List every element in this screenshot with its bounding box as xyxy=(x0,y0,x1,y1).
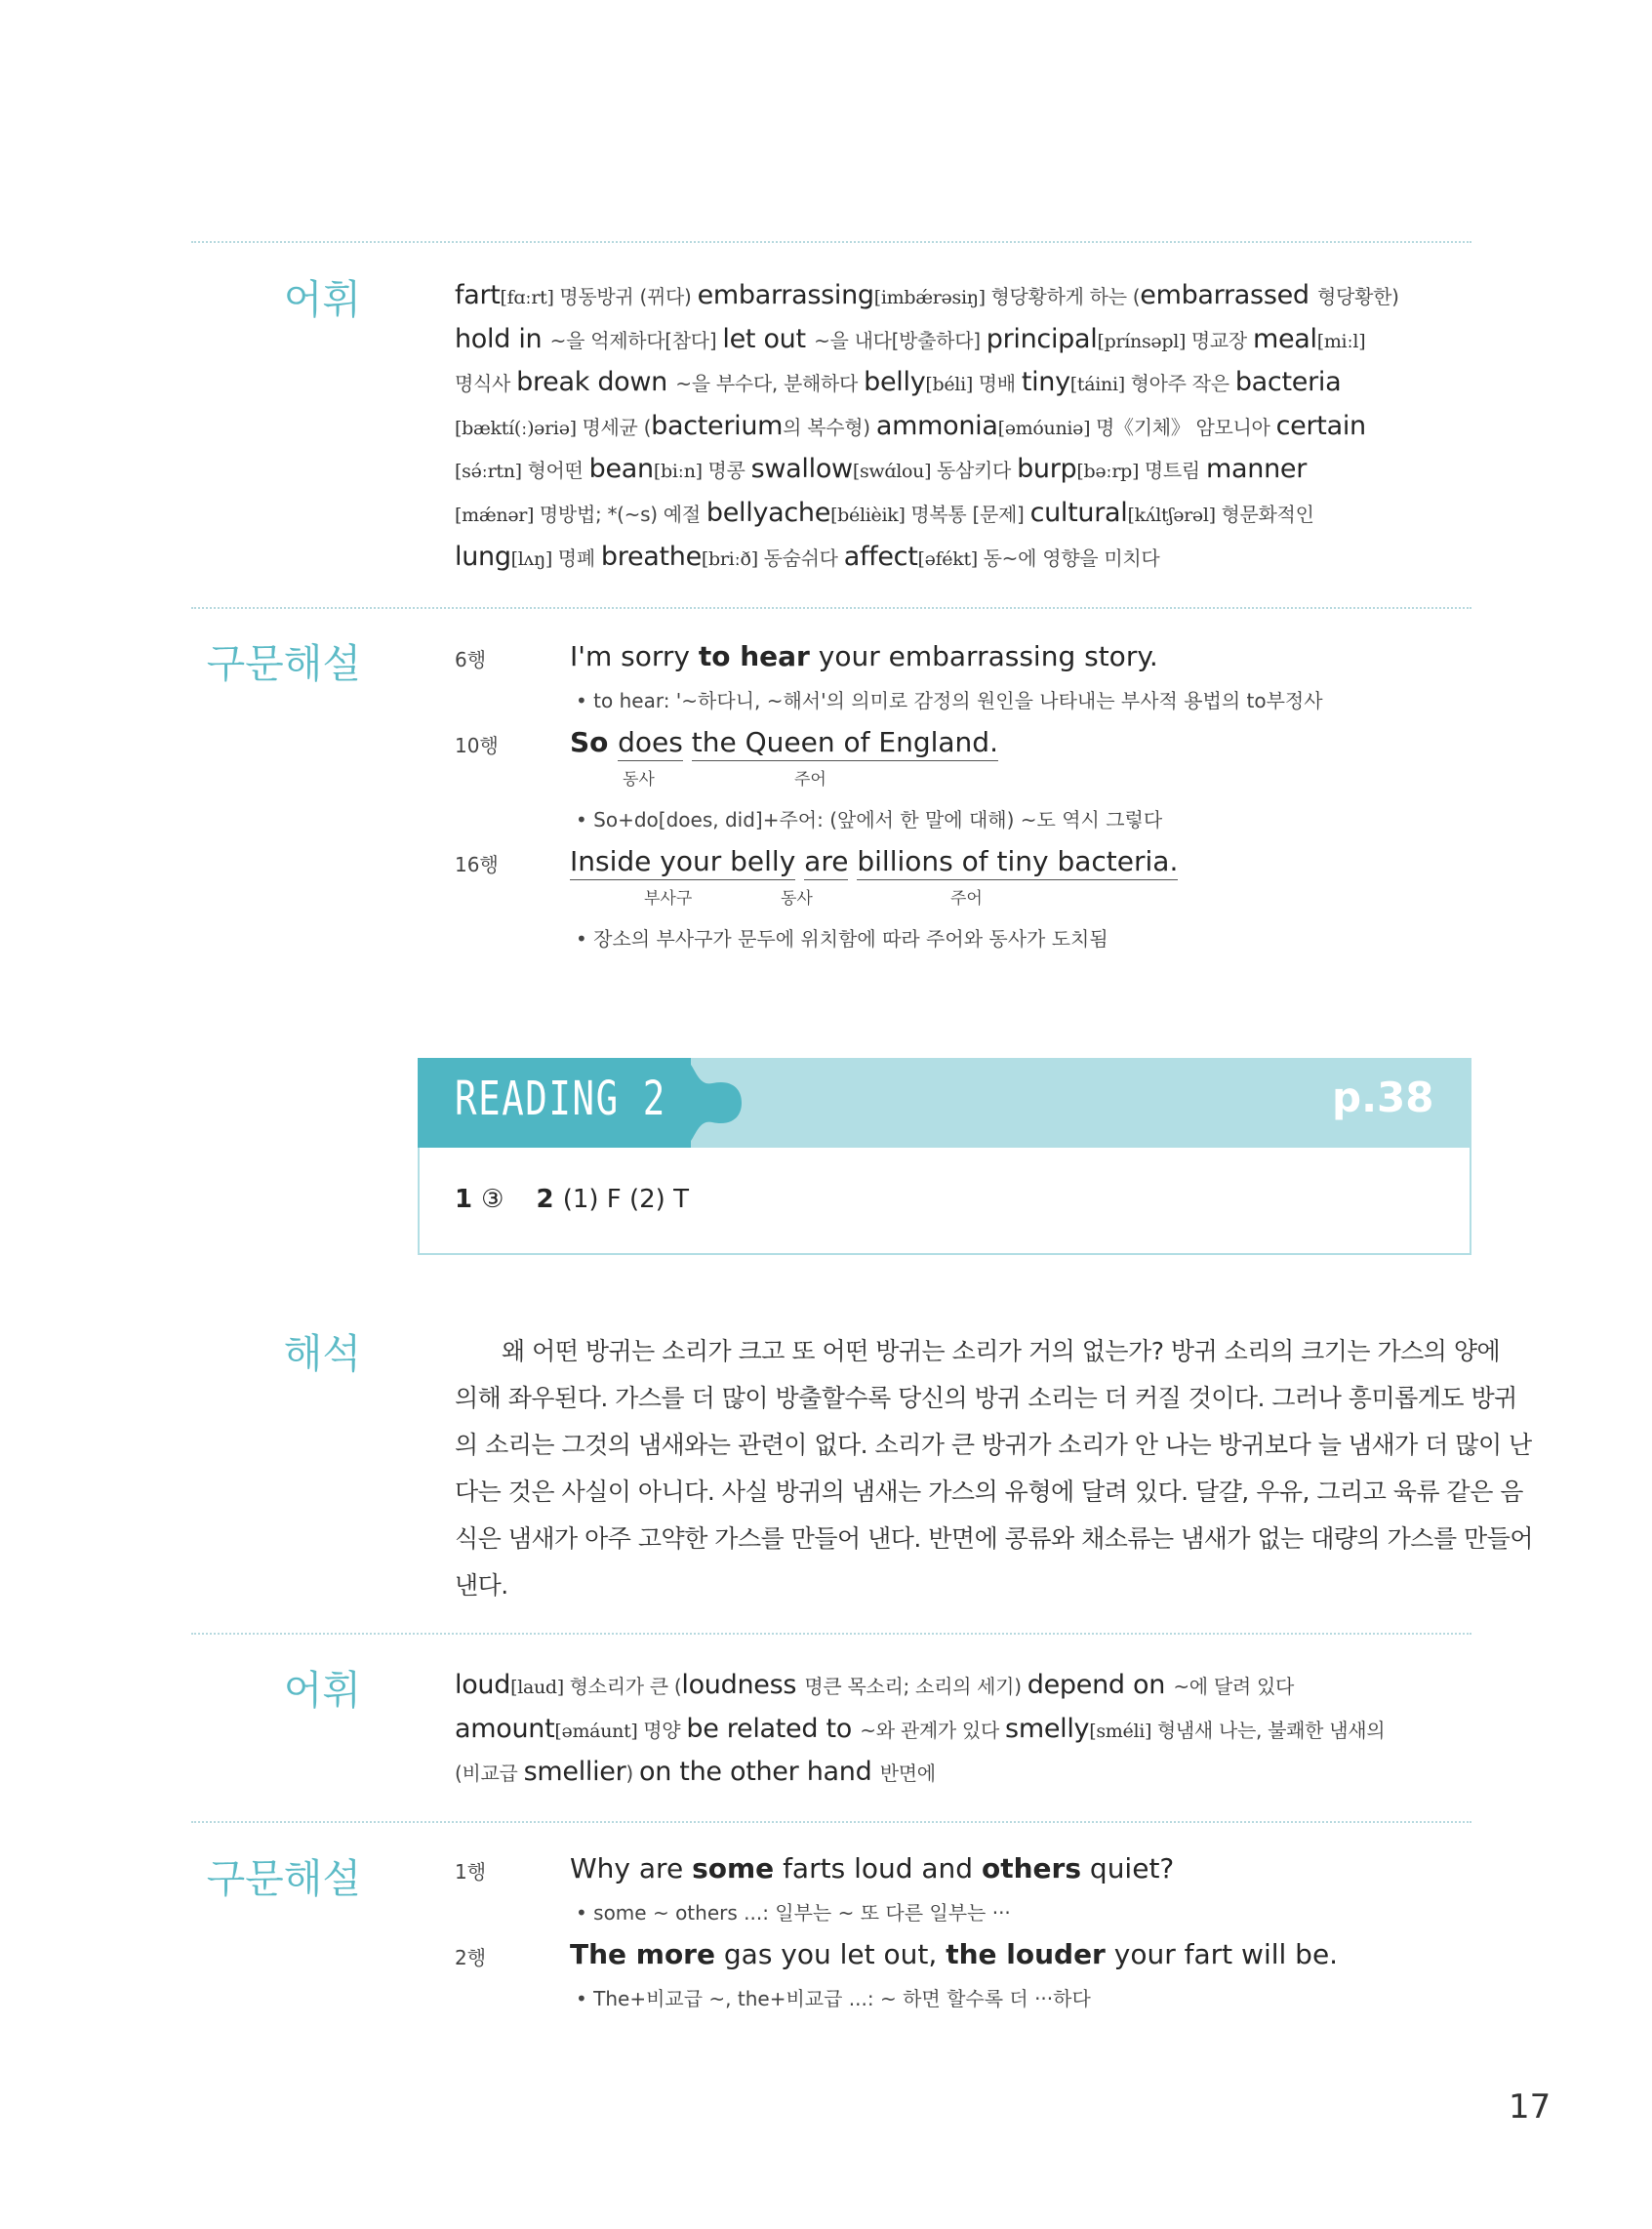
vocab-block xyxy=(455,1664,1479,1795)
vocab-pronunciation: [bəːrp] xyxy=(1076,461,1145,483)
vocab-word: amount xyxy=(455,1713,555,1744)
vocab-meaning: 동~에 영향을 미치다 xyxy=(983,546,1160,570)
vocab-word: on the other hand xyxy=(638,1757,880,1788)
sentence-verb: does xyxy=(618,726,683,761)
page-number: 17 xyxy=(1509,2087,1551,2127)
vocab-pronunciation: [fɑːrt] xyxy=(500,287,560,308)
vocab-line xyxy=(455,1751,1479,1795)
grammar-note: • some ~ others ...: 일부는 ~ 또 다른 일부는 ··· xyxy=(576,1901,1011,1925)
vocab-pronunciation: [əmáunt] xyxy=(554,1720,644,1742)
vocab-line xyxy=(455,1664,1479,1708)
translation-label: 해석 xyxy=(283,1330,361,1377)
sentence-subject: billions of tiny bacteria. xyxy=(857,845,1178,880)
line-number: 10행 xyxy=(455,734,499,757)
vocab-word: bean xyxy=(588,454,654,485)
vocab-pronunciation: [kʌ́ltʃərəl] xyxy=(1127,504,1222,526)
sentence-part-bold: some xyxy=(692,1852,775,1885)
vocab-line xyxy=(455,492,1479,536)
grammar-item xyxy=(455,726,1479,833)
vocab-word: certain xyxy=(1275,410,1366,441)
vocab-pronunciation: [mǽnər] xyxy=(455,504,540,526)
vocab-word: ammonia xyxy=(875,410,998,441)
vocab-pronunciation: [prínsəpl] xyxy=(1097,330,1191,352)
vocab-pronunciation: [əmóuniə] xyxy=(997,417,1096,439)
vocab-pronunciation: [lʌŋ] xyxy=(510,547,558,570)
example-sentence xyxy=(570,1938,1338,1970)
tag-subject: 주어 xyxy=(794,770,826,790)
vocab-word: swallow xyxy=(750,454,853,485)
vocab-meaning: 동삼키다 xyxy=(936,459,1018,483)
vocab-line xyxy=(455,274,1479,318)
vocab-pronunciation: [swɑ́lou] xyxy=(852,461,937,483)
sentence-adverb-phrase: Inside your belly xyxy=(570,845,795,880)
sentence-subject: the Queen of England. xyxy=(692,726,998,761)
vocab-meaning: ~와 관계가 있다 xyxy=(860,1718,1006,1742)
line-number: 6행 xyxy=(455,648,487,671)
vocab-word: embarrassed xyxy=(1140,280,1318,310)
grammar-label: 구문해설 xyxy=(206,640,361,687)
translation-line: 다는 것은 사실이 아니다. 사실 방귀의 냄새는 가스의 유형에 달려 있다. 달걀, 우유, 그리고 육류 같은 음 xyxy=(455,1478,1523,1506)
vocab-pronunciation: [sə́ːrtn] xyxy=(455,461,528,483)
vocab-meaning: 형냄새 나는, 불쾌한 냄새의 xyxy=(1156,1718,1386,1742)
vocab-word: meal xyxy=(1252,323,1317,354)
vocab-meaning: ) xyxy=(625,1762,639,1786)
translation-line: 의해 좌우된다. 가스를 더 많이 방출할수록 당신의 방귀 소리는 더 커질 것이다. 그러나 흥미롭게도 방귀 xyxy=(455,1384,1517,1412)
vocab-meaning: 명동방귀 (뀌다) xyxy=(559,285,698,308)
vocab-label: 어휘 xyxy=(283,276,361,323)
sentence-part: quiet? xyxy=(1081,1852,1175,1885)
vocab-label: 어휘 xyxy=(283,1667,361,1714)
vocab-word: let out xyxy=(722,323,815,354)
grammar-label: 구문해설 xyxy=(206,1855,361,1902)
vocab-pronunciation: [miːl] xyxy=(1316,330,1366,352)
translation-line: 낸다. xyxy=(455,1571,508,1600)
vocab-meaning: 반면에 xyxy=(879,1762,936,1786)
vocab-meaning: ~을 부수다, 분해하다 xyxy=(675,372,865,396)
vocab-line xyxy=(455,448,1479,492)
answer-value: (1) F (2) T xyxy=(562,1185,689,1214)
sentence-part-bold: So xyxy=(570,726,619,758)
vocab-word: affect xyxy=(843,541,918,572)
vocab-meaning: 명폐 xyxy=(557,546,601,570)
vocab-word: lung xyxy=(455,541,511,572)
answer-number: 2 xyxy=(536,1185,563,1214)
example-sentence xyxy=(570,845,1178,877)
vocab-pronunciation: [laud] xyxy=(510,1677,570,1698)
tag-adverb-phrase: 부사구 xyxy=(644,889,693,909)
tag-verb: 동사 xyxy=(623,770,655,790)
vocab-meaning: 명양 xyxy=(643,1718,687,1742)
example-sentence xyxy=(570,640,1158,672)
sentence-part: your fart will be. xyxy=(1105,1938,1339,1970)
vocab-word: manner xyxy=(1206,454,1307,485)
translation-line: 의 소리는 그것의 냄새와는 관련이 없다. 소리가 큰 방귀가 소리가 안 나는 방귀보다 늘 냄새가 더 많이 난 xyxy=(455,1431,1532,1459)
sentence-part: Why are xyxy=(570,1852,693,1885)
sentence-part: your embarrassing story. xyxy=(809,640,1158,672)
grammar-item xyxy=(455,1852,1479,1930)
sentence-part-bold: The more xyxy=(570,1938,715,1970)
vocab-meaning: 명《기체》 암모니아 xyxy=(1095,415,1276,439)
vocab-meaning: 형아주 작은 xyxy=(1130,372,1235,396)
vocab-line xyxy=(455,1708,1479,1752)
vocab-block xyxy=(455,274,1479,579)
vocab-word: bellyache xyxy=(705,497,831,528)
vocab-meaning: 형소리가 큰 ( xyxy=(569,1675,682,1698)
grammar-note: • So+do[does, did]+주어: (앞에서 한 말에 대해) ~도 역시 그렇다 xyxy=(576,808,1163,831)
vocab-word: belly xyxy=(864,367,926,398)
vocab-pronunciation: [əfékt] xyxy=(917,547,984,570)
answer-number: 1 xyxy=(455,1185,482,1214)
vocab-word: hold in xyxy=(455,323,550,354)
answer-key xyxy=(455,1185,689,1214)
vocab-line xyxy=(455,405,1479,449)
translation-paragraph xyxy=(455,1328,1534,1609)
vocab-pronunciation: [bélièik] xyxy=(830,504,911,526)
grammar-item xyxy=(455,1938,1479,2016)
line-number: 2행 xyxy=(455,1946,487,1969)
vocab-word: breathe xyxy=(600,541,702,572)
grammar-note: • 장소의 부사구가 문두에 위치함에 따라 주어와 동사가 도치됨 xyxy=(576,927,1108,951)
divider xyxy=(191,607,1471,609)
vocab-word: smelly xyxy=(1005,1713,1090,1744)
vocab-meaning: ~을 억제하다[참다] xyxy=(549,328,723,352)
vocab-line xyxy=(455,361,1479,405)
vocab-word: fart xyxy=(455,280,501,310)
tag-verb: 동사 xyxy=(781,889,813,909)
vocab-meaning: 명배 xyxy=(978,372,1022,396)
answer-value: ③ xyxy=(481,1185,504,1214)
sentence-verb: are xyxy=(804,845,848,880)
vocab-meaning: 명콩 xyxy=(707,459,751,483)
vocab-word: burp xyxy=(1017,454,1077,485)
sentence-part: I'm sorry xyxy=(570,640,699,672)
grammar-item xyxy=(455,640,1479,718)
sentence-part-bold: the louder xyxy=(946,1938,1106,1970)
vocab-meaning: 형어떤 xyxy=(527,459,589,483)
vocab-word: tiny xyxy=(1021,367,1070,398)
vocab-pronunciation: [bæktí(ː)əriə] xyxy=(455,417,583,439)
divider xyxy=(191,1633,1471,1635)
line-number: 16행 xyxy=(455,853,499,876)
translation-line: 왜 어떤 방귀는 소리가 크고 또 어떤 방귀는 소리가 거의 없는가? 방귀 소리의 크기는 가스의 양에 xyxy=(502,1337,1501,1365)
vocab-word: break down xyxy=(516,367,676,398)
vocab-word: principal xyxy=(986,323,1098,354)
vocab-pronunciation: [imbǽrəsiŋ] xyxy=(873,287,991,308)
vocab-meaning: 형문화적인 xyxy=(1221,502,1314,526)
grammar-note: • The+비교급 ~, the+비교급 ...: ~ 하면 할수록 더 ···하다 xyxy=(576,1987,1091,2010)
vocab-line xyxy=(455,318,1479,362)
vocab-word: bacteria xyxy=(1234,367,1342,398)
vocab-meaning: 명방법; *(~s) 예절 xyxy=(539,502,706,526)
vocab-meaning: 명트림 xyxy=(1144,459,1207,483)
tag-subject: 주어 xyxy=(950,889,983,909)
vocab-meaning: 의 복수형) xyxy=(783,415,876,439)
vocab-meaning: ~을 내다[방출하다] xyxy=(814,328,987,352)
divider xyxy=(191,241,1471,243)
sentence-part-bold: others xyxy=(981,1852,1082,1885)
divider xyxy=(191,1821,1471,1823)
vocab-word: embarrassing xyxy=(697,280,874,310)
puzzle-tab-shape xyxy=(652,1058,749,1148)
vocab-meaning: 형당황하게 하는 ( xyxy=(990,285,1141,308)
vocab-meaning: 형당황한) xyxy=(1317,285,1399,308)
sentence-part: gas you let out, xyxy=(714,1938,947,1970)
vocab-meaning: 명복통 [문제] xyxy=(910,502,1030,526)
vocab-pronunciation: [táini] xyxy=(1069,374,1131,396)
vocab-word: depend on xyxy=(1027,1670,1174,1700)
example-sentence xyxy=(570,726,998,758)
reading-title: READING 2 xyxy=(455,1072,666,1126)
sentence-part-bold: to hear xyxy=(698,640,810,672)
vocab-meaning: ~에 달려 있다 xyxy=(1173,1675,1295,1698)
vocab-word: be related to xyxy=(686,1713,861,1744)
grammar-note: • to hear: '~하다니, ~해서'의 의미로 감정의 원인을 나타내는 부사적 용법의 to부정사 xyxy=(576,689,1323,712)
vocab-pronunciation: [sméli] xyxy=(1089,1720,1157,1742)
vocab-meaning: (비교급 xyxy=(455,1762,524,1786)
vocab-meaning: 명식사 xyxy=(455,372,517,396)
vocab-meaning: 동숨쉬다 xyxy=(763,546,844,570)
vocab-pronunciation: [briːð] xyxy=(701,547,764,570)
vocab-word: bacterium xyxy=(651,410,784,441)
translation-line: 식은 냄새가 아주 고약한 가스를 만들어 낸다. 반면에 콩류와 채소류는 냄새가 없는 대량의 가스를 만들어 xyxy=(455,1524,1534,1553)
vocab-word: smellier xyxy=(523,1757,626,1788)
vocab-meaning: 명세균 ( xyxy=(582,415,652,439)
reading-page-ref: p.38 xyxy=(1332,1074,1434,1121)
vocab-word: loudness xyxy=(681,1670,805,1700)
vocab-line xyxy=(455,536,1479,580)
vocab-word: loud xyxy=(455,1670,511,1700)
vocab-word: cultural xyxy=(1029,497,1128,528)
vocab-meaning: 명교장 xyxy=(1190,328,1253,352)
vocab-pronunciation: [béli] xyxy=(925,374,979,396)
grammar-item xyxy=(455,845,1479,952)
example-sentence xyxy=(570,1852,1174,1885)
line-number: 1행 xyxy=(455,1860,487,1884)
sentence-part: farts loud and xyxy=(774,1852,982,1885)
vocab-meaning: 명큰 목소리; 소리의 세기) xyxy=(804,1675,1027,1698)
vocab-pronunciation: [biːn] xyxy=(653,461,708,483)
